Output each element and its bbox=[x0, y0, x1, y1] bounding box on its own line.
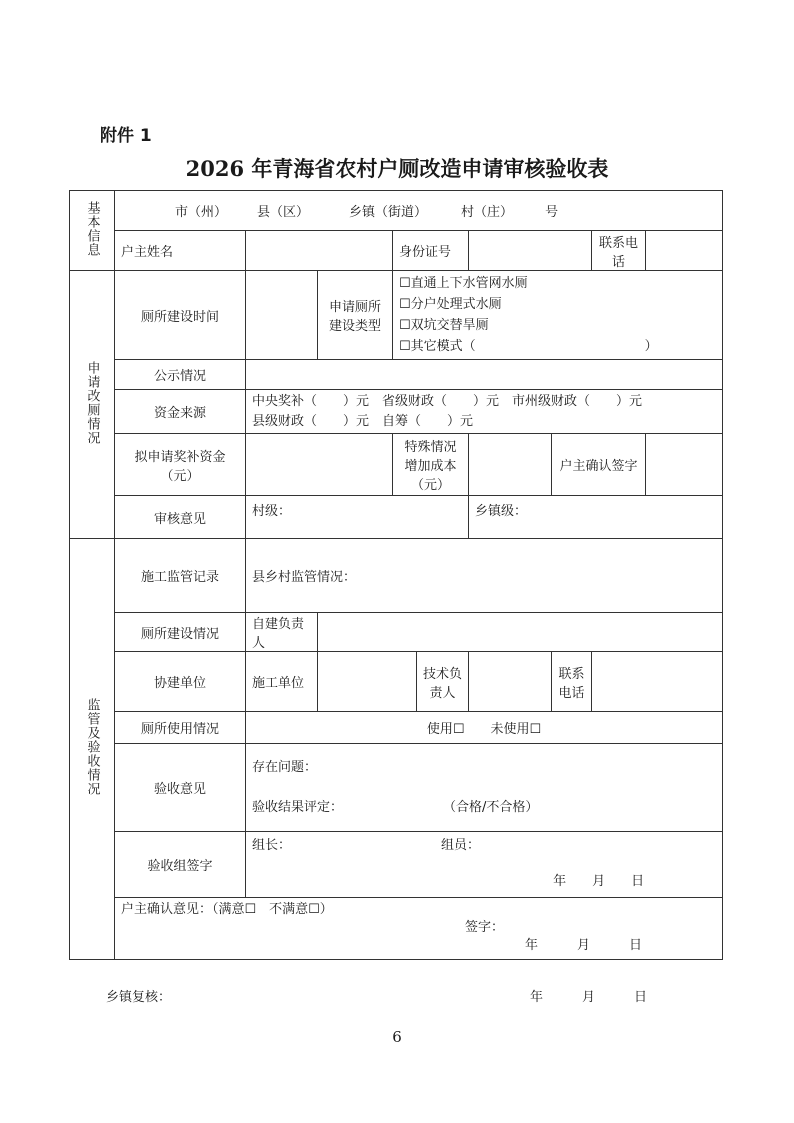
funding-label: 资金来源 bbox=[115, 390, 246, 434]
section-supervise bbox=[70, 539, 115, 960]
address-row bbox=[70, 191, 723, 231]
funding-line-2: 县级财政（ ）元 自筹（ ）元 bbox=[252, 413, 474, 429]
type-option-1[interactable]: ☐直通上下水管网水厕 bbox=[399, 276, 528, 291]
section-apply-label: 申请改厕情况 bbox=[84, 360, 100, 445]
attachment-label: 附件 1 bbox=[100, 126, 152, 146]
owner-confirm-sign-field[interactable] bbox=[646, 434, 723, 496]
subsidy-field[interactable] bbox=[246, 434, 393, 496]
usage-row bbox=[70, 712, 723, 744]
funding-line-1: 中央奖补（ ）元 省级财政（ ）元 市州级财政（ ）元 bbox=[252, 393, 643, 409]
record-label: 施工监管记录 bbox=[115, 539, 246, 613]
owner-row bbox=[70, 231, 723, 271]
section-basic bbox=[70, 191, 115, 271]
id-number-label: 身份证号 bbox=[393, 231, 469, 271]
phone-label: 联系电话 bbox=[592, 231, 646, 271]
coop-label: 协建单位 bbox=[115, 652, 246, 712]
build-status-row bbox=[70, 613, 723, 652]
coop-phone-label: 联系电话 bbox=[552, 652, 592, 712]
type-option-3[interactable]: ☐双坑交替旱厕 bbox=[399, 318, 489, 333]
self-build-field[interactable] bbox=[318, 613, 723, 652]
town-review-date: 年 月 日 bbox=[530, 990, 648, 1005]
acceptance-row bbox=[70, 744, 723, 832]
owner-sign-date: 年 月 日 bbox=[525, 938, 643, 953]
publicity-field[interactable] bbox=[246, 360, 723, 390]
owner-confirm-sign-label: 户主确认签字 bbox=[552, 434, 646, 496]
self-build-label: 自建负责人 bbox=[246, 613, 318, 652]
town-review-label: 乡镇复核： bbox=[106, 990, 172, 1005]
record-row bbox=[70, 539, 723, 613]
result-options: （合格/不合格） bbox=[443, 799, 539, 815]
page-number: 6 bbox=[392, 1028, 402, 1046]
number-label: 号 bbox=[545, 205, 559, 220]
section-supervise-label: 监管及验收情况 bbox=[84, 698, 100, 796]
town-label: 乡镇（街道） bbox=[349, 205, 428, 220]
member-label: 组员： bbox=[441, 838, 481, 853]
type-option-2[interactable]: ☐分户处理式水厕 bbox=[399, 297, 502, 312]
acceptance-field[interactable] bbox=[246, 744, 723, 832]
subsidy-row bbox=[70, 434, 723, 496]
leader-label: 组长： bbox=[252, 838, 292, 853]
owner-opinion-field[interactable] bbox=[115, 898, 723, 960]
review-label: 审核意见 bbox=[115, 496, 246, 539]
publicity-row bbox=[70, 360, 723, 390]
usage-label: 厕所使用情况 bbox=[115, 712, 246, 744]
section-apply bbox=[70, 271, 115, 539]
build-time-field[interactable] bbox=[246, 271, 318, 360]
build-status-label: 厕所建设情况 bbox=[115, 613, 246, 652]
phone-field[interactable] bbox=[646, 231, 723, 271]
usage-field[interactable]: 使用☐ 未使用☐ bbox=[246, 712, 723, 744]
type-option-4[interactable]: ☐其它模式（ ） bbox=[399, 339, 658, 354]
owner-sign-label: 签字： bbox=[465, 920, 505, 935]
owner-name-field[interactable] bbox=[246, 231, 393, 271]
application-form-table bbox=[69, 190, 723, 960]
record-field[interactable]: 县乡村监管情况： bbox=[246, 539, 723, 613]
owner-name-label: 户主姓名 bbox=[115, 231, 246, 271]
village-review-field[interactable]: 村级： bbox=[246, 496, 469, 539]
coop-row bbox=[70, 652, 723, 712]
build-time-row bbox=[70, 271, 723, 360]
city-label: 市（州） bbox=[175, 205, 228, 220]
county-label: 县（区） bbox=[257, 205, 310, 220]
acceptance-label: 验收意见 bbox=[115, 744, 246, 832]
issues-label: 存在问题： bbox=[252, 759, 318, 775]
build-type-options[interactable] bbox=[393, 271, 723, 360]
team-sign-label: 验收组签字 bbox=[115, 832, 246, 898]
team-sign-field[interactable] bbox=[246, 832, 723, 898]
village-label: 村（庄） bbox=[461, 205, 514, 220]
review-row bbox=[70, 496, 723, 539]
build-time-label: 厕所建设时间 bbox=[115, 271, 246, 360]
tech-lead-field[interactable] bbox=[469, 652, 552, 712]
id-number-field[interactable] bbox=[469, 231, 592, 271]
publicity-label: 公示情况 bbox=[115, 360, 246, 390]
form-title: 2026 年青海省农村户厕改造申请审核验收表 bbox=[185, 156, 609, 181]
coop-phone-field[interactable] bbox=[592, 652, 723, 712]
extra-cost-field[interactable] bbox=[469, 434, 552, 496]
construction-unit-field[interactable] bbox=[318, 652, 417, 712]
build-type-label: 申请厕所建设类型 bbox=[318, 271, 393, 360]
result-label: 验收结果评定： bbox=[252, 799, 344, 815]
team-sign-row bbox=[70, 832, 723, 898]
subsidy-label: 拟申请奖补资金（元） bbox=[115, 434, 246, 496]
extra-cost-label: 特殊情况增加成本（元） bbox=[393, 434, 469, 496]
tech-lead-label: 技术负责人 bbox=[417, 652, 469, 712]
town-review-field[interactable]: 乡镇级： bbox=[469, 496, 723, 539]
section-basic-label: 基本信息 bbox=[84, 200, 100, 257]
owner-opinion-row bbox=[70, 898, 723, 960]
address-cell bbox=[115, 191, 723, 231]
funding-field[interactable] bbox=[246, 390, 723, 434]
funding-row bbox=[70, 390, 723, 434]
construction-unit-label: 施工单位 bbox=[246, 652, 318, 712]
team-sign-date: 年 月 日 bbox=[553, 874, 645, 889]
owner-opinion-label: 户主确认意见：（满意☐ 不满意☐） bbox=[121, 902, 333, 917]
result-line bbox=[252, 798, 716, 818]
